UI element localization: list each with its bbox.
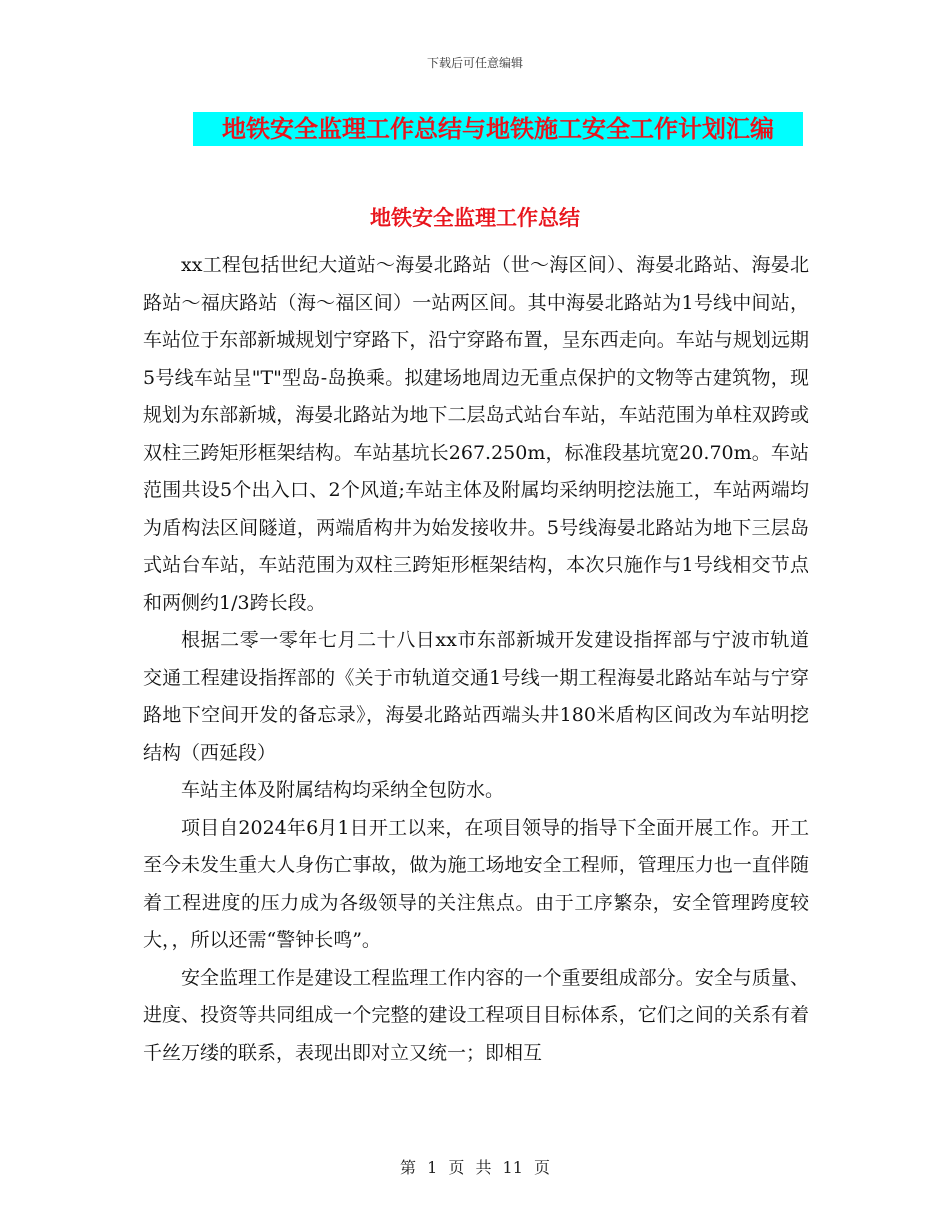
body-paragraph: 车站主体及附属结构均采纳全包防水。 [181, 779, 505, 801]
page-footer: 第 1 页 共 11 页 [400, 1158, 550, 1177]
document-title: 地铁安全监理工作总结与地铁施工安全工作计划汇编 [193, 112, 803, 146]
body-paragraph: xx工程包括世纪大道站～海晏北路站（世～海区间）、海晏北路站、海晏北路站～福庆路站（海～福区间）一站两区间。其中海晏北路站为1号线中间站，车站位于东部新城规划宁穿路下，沿宁穿路布置，呈东西走向。车站与规划远期5号线车站呈"T"型岛-岛换乘。拟建场地周边无重点保护的文物等古建筑物，现规划为东部新城，海晏北路站为地下二层岛式站台车站，车站范围为单柱双跨或双柱三跨矩形框架结构。车站基坑长267.250m，标准段基坑宽20.70m。车站范围共设5个出入口、2个风道;车站主体及附属均采纳明挖法施工，车站两端均为盾构法区间隧道，两端盾构井为始发接收井。5号线海晏北路站为地下三层岛式站台车站，车站范围为双柱三跨矩形框架结构，本次只施作与1号线相交节点和两侧约1/3跨长段。 [143, 254, 809, 614]
page-header-note: 下载后可任意编辑 [426, 56, 523, 70]
document-body [143, 247, 809, 1072]
body-paragraph: 根据二零一零年七月二十八日xx市东部新城开发建设指挥部与宁波市轨道交通工程建设指挥部的《关于市轨道交通1号线一期工程海晏北路站车站与宁穿路地下空间开发的备忘录》，海晏北路站西端头井180米盾构区间改为车站明挖结构（西延段） [143, 629, 809, 764]
body-paragraph: 项目自2024年6月1日开工以来，在项目领导的指导下全面开展工作。开工至今未发生重大人身伤亡事故，做为施工场地安全工程师，管理压力也一直伴随着工程进度的压力成为各级领导的关注焦点。由于工序繁杂，安全管理跨度较大，，所以还需“警钟长鸣”。 [143, 816, 809, 951]
body-paragraph: 安全监理工作是建设工程监理工作内容的一个重要组成部分。安全与质量、进度、投资等共同组成一个完整的建设工程项目目标体系，它们之间的关系有着千丝万缕的联系，表现出即对立又统一；即相互 [143, 966, 809, 1064]
section-title: 地铁安全监理工作总结 [370, 205, 580, 230]
